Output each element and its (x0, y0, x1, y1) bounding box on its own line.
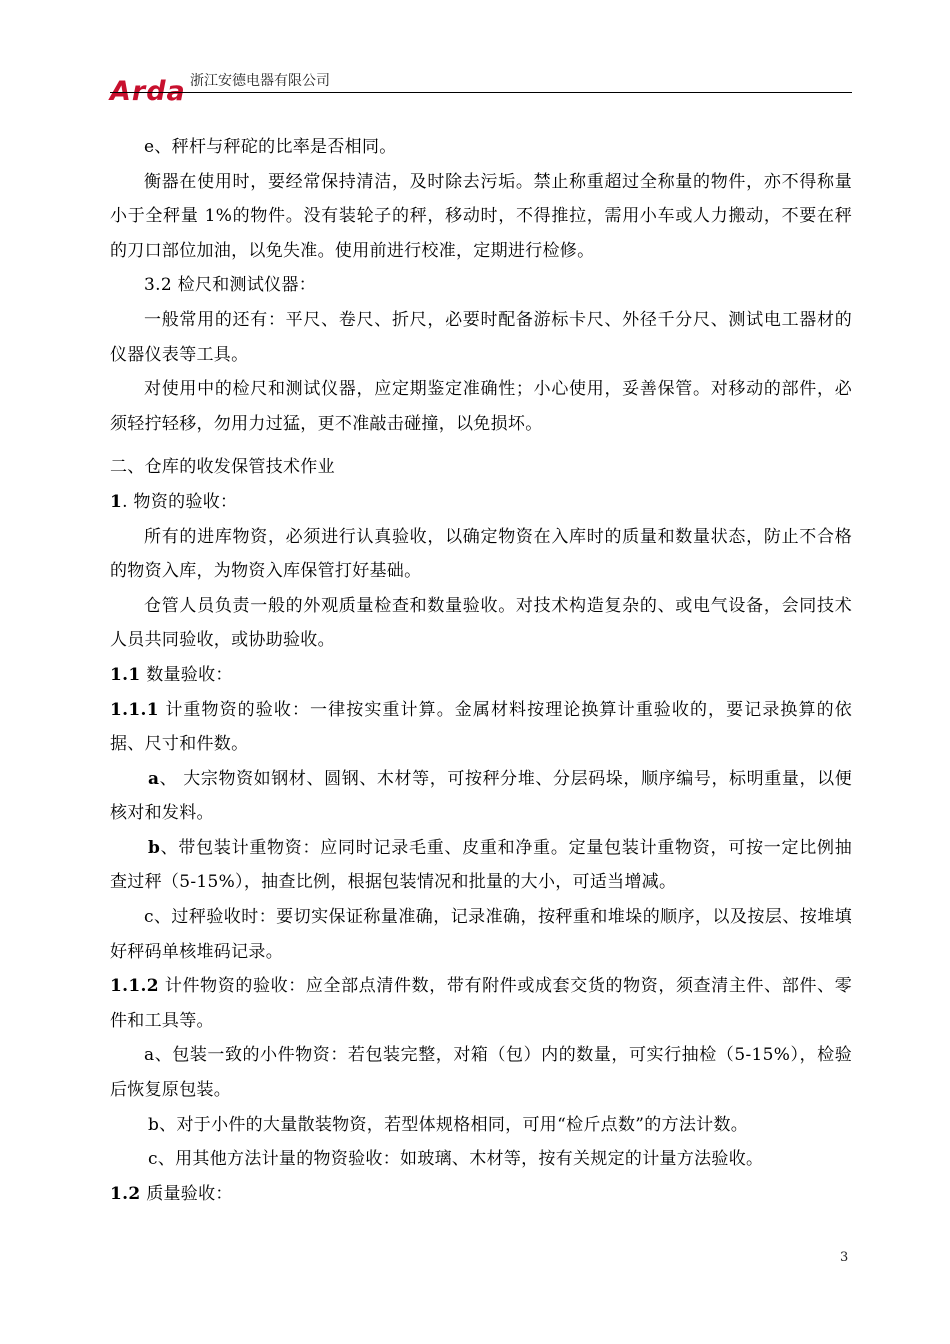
company-name: 浙江安德电器有限公司 (190, 73, 330, 89)
page-number: 3 (840, 1250, 849, 1265)
paragraph-item-c-other: c、用其他方法计量的物资验收：如玻璃、木材等，按有关规定的计量方法验收。 (148, 1149, 764, 1170)
section-number: 1.1.2 (110, 976, 159, 997)
page-header (110, 68, 852, 107)
paragraph-item-a-bulk (110, 762, 852, 831)
chapter-heading-warehouse: 二、仓库的收发保管技术作业 (110, 457, 335, 478)
document-body (110, 130, 852, 1211)
paragraph-scale-usage: 衡器在使用时，要经常保持清洁，及时除去污垢。禁止称重超过全称量的物件，亦不得称量小于全秤量 1%的物件。没有装轮子的秤，移动时，不得推拉，需用小车或人力搬动，不要在秤的刀口部位加油，以免失准。使用前进行校准，定期进行检修。 (110, 171, 852, 261)
paragraph-item-c-weighing: c、过秤验收时：要切实保证称量准确，记录准确，按秤重和堆垛的顺序，以及按层、按堆填好秤码单核堆码记录。 (110, 907, 852, 962)
paragraph-item-a-small: a、包装一致的小件物资：若包装完整，对箱（包）内的数量，可实行抽检（5-15%），检验后恢复原包装。 (110, 1045, 852, 1101)
section-title: 质量验收： (140, 1183, 233, 1204)
section-title: 数量验收： (140, 664, 233, 685)
item-text: 、带包装计重物资：应同时记录毛重、皮重和净重。定量包装计重物资，可按一定比例抽查过秤（5-15%），抽查比例，根据包装情况和批量的大小，可适当增减。 (110, 837, 852, 893)
section-number: 1.1 (110, 664, 141, 685)
item-text: 、 大宗物资如钢材、圆钢、木材等，可按秤分堆、分层码垛，顺序编号，标明重量，以便核对和发料。 (110, 768, 852, 824)
section-body: 计重物资的验收：一律按实重计算。金属材料按理论换算计重验收的，要记录换算的依据、尺寸和件数。 (110, 699, 852, 755)
section-number: 1.1.1 (110, 699, 159, 720)
company-logo: Arda (110, 76, 186, 107)
item-letter: b (148, 837, 161, 858)
section-heading-3-2: 3.2 检尺和测试仪器： (144, 275, 317, 296)
paragraph-common-tools: 一般常用的还有：平尺、卷尺、折尺，必要时配备游标卡尺、外径千分尺、测试电工器材的仪器仪表等工具。 (110, 309, 852, 365)
paragraph-inspection-roles: 仓管人员负责一般的外观质量检查和数量验收。对技术构造复杂的、或电气设备，会同技术人员共同验收，或协助验收。 (110, 595, 852, 651)
section-title: . 物资的验收： (122, 491, 238, 512)
paragraph-tool-care: 对使用中的检尺和测试仪器，应定期鉴定准确性；小心使用，妥善保管。对移动的部件，必须轻拧轻移，勿用力过猛，更不准敲击碰撞，以免损坏。 (110, 379, 852, 434)
paragraph-inspection-purpose: 所有的进库物资，必须进行认真验收，以确定物资在入库时的质量和数量状态，防止不合格的物资入库，为物资入库保管打好基础。 (110, 526, 852, 582)
section-heading-1-1-1 (110, 693, 852, 762)
section-heading-1 (110, 485, 852, 520)
section-body: 计件物资的验收：应全部点清件数，带有附件或成套交货的物资，须查清主件、部件、零件和工具等。 (110, 976, 852, 1031)
header-divider (110, 92, 852, 93)
item-letter: a (148, 768, 160, 789)
section-heading-1-2 (110, 1177, 852, 1212)
section-heading-1-1 (110, 658, 852, 693)
paragraph-item-b-bulk-small: b、对于小件的大量散装物资，若型体规格相同，可用“检斤点数”的方法计数。 (148, 1114, 749, 1135)
section-number: 1.2 (110, 1183, 141, 1204)
section-heading-1-1-2 (110, 969, 852, 1038)
paragraph-scale-ratio: e、秤杆与秤砣的比率是否相同。 (144, 137, 397, 157)
section-number: 1 (110, 491, 123, 512)
paragraph-item-b-packaged (110, 831, 852, 900)
